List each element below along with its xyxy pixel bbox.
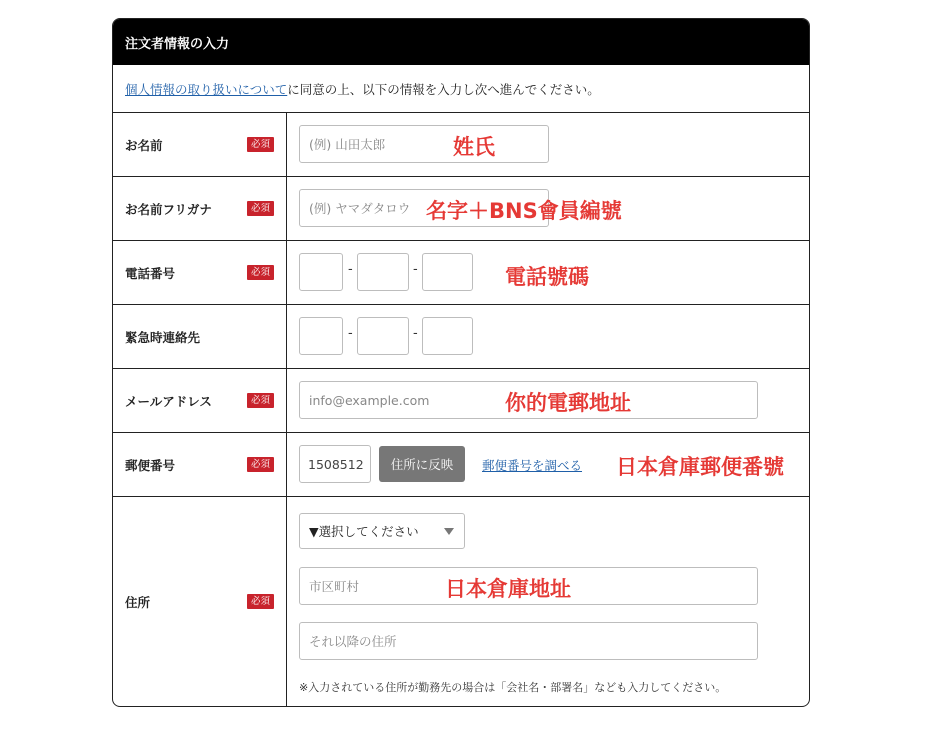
row-address — [113, 497, 809, 706]
field-label: 住所 — [125, 594, 151, 610]
field-cell — [287, 305, 809, 368]
required-badge: 必須 — [247, 137, 274, 152]
required-badge: 必須 — [247, 201, 274, 216]
dash-separator: - — [348, 326, 353, 341]
address-note: ※入力されている住所が勤務先の場合は「会社名・部署名」なども入力してください。 — [299, 681, 727, 694]
privacy-notice — [113, 65, 809, 113]
label-cell — [113, 369, 287, 432]
field-label: 郵便番号 — [125, 457, 176, 473]
field-label: お名前フリガナ — [125, 201, 212, 217]
field-cell — [287, 497, 809, 706]
label-cell — [113, 497, 287, 706]
row-phone — [113, 241, 809, 305]
postal-code-input[interactable]: 1508512 — [299, 445, 371, 483]
row-emergency-contact — [113, 305, 809, 369]
label-cell — [113, 241, 287, 304]
row-furigana — [113, 177, 809, 241]
label-cell — [113, 113, 287, 176]
furigana-input[interactable]: (例) ヤマダタロウ — [299, 189, 549, 227]
email-input[interactable]: info@example.com — [299, 381, 758, 419]
dash-separator: - — [413, 262, 418, 277]
orderer-info-panel — [112, 18, 810, 707]
postal-lookup-link[interactable]: 郵便番号を調べる — [482, 458, 583, 473]
label-cell — [113, 433, 287, 496]
panel-title: 注文者情報の入力 — [113, 19, 809, 65]
field-cell — [287, 113, 809, 176]
field-label: 電話番号 — [125, 265, 176, 281]
row-name — [113, 113, 809, 177]
field-cell — [287, 177, 809, 240]
prefecture-select-value: ▼選択してください — [309, 524, 419, 539]
annotation-name: 姓氏 — [453, 135, 495, 159]
privacy-notice-text: に同意の上、以下の情報を入力し次へ進んでください。 — [287, 81, 600, 97]
name-input[interactable]: (例) 山田太郎 — [299, 125, 549, 163]
label-cell — [113, 305, 287, 368]
emergency-part2-input[interactable] — [357, 317, 409, 355]
field-cell — [287, 241, 809, 304]
field-label: 緊急時連絡先 — [125, 329, 201, 345]
phone-part3-input[interactable] — [422, 253, 473, 291]
annotation-furigana: 名字＋BNS會員編號 — [426, 199, 622, 223]
required-badge: 必須 — [247, 393, 274, 408]
dash-separator: - — [348, 262, 353, 277]
annotation-address: 日本倉庫地址 — [445, 577, 571, 601]
address-rest-input[interactable]: それ以降の住所 — [299, 622, 758, 660]
phone-part2-input[interactable] — [357, 253, 409, 291]
label-cell — [113, 177, 287, 240]
annotation-phone: 電話號碼 — [505, 265, 589, 289]
required-badge: 必須 — [247, 457, 274, 472]
city-input[interactable]: 市区町村 — [299, 567, 758, 605]
field-cell — [287, 369, 809, 432]
emergency-part3-input[interactable] — [422, 317, 473, 355]
row-postal-code — [113, 433, 809, 497]
privacy-policy-link[interactable]: 個人情報の取り扱いについて — [125, 81, 288, 97]
annotation-postal: 日本倉庫郵便番號 — [616, 455, 784, 479]
apply-address-button[interactable]: 住所に反映 — [379, 446, 465, 482]
phone-part1-input[interactable] — [299, 253, 343, 291]
field-cell — [287, 433, 809, 496]
annotation-email: 你的電郵地址 — [505, 391, 631, 415]
emergency-part1-input[interactable] — [299, 317, 343, 355]
field-label: メールアドレス — [125, 393, 212, 409]
required-badge: 必須 — [247, 265, 274, 280]
required-badge: 必須 — [247, 594, 274, 609]
dash-separator: - — [413, 326, 418, 341]
field-label: お名前 — [125, 137, 163, 153]
row-email — [113, 369, 809, 433]
chevron-down-icon — [444, 528, 454, 535]
prefecture-select[interactable] — [299, 513, 465, 549]
